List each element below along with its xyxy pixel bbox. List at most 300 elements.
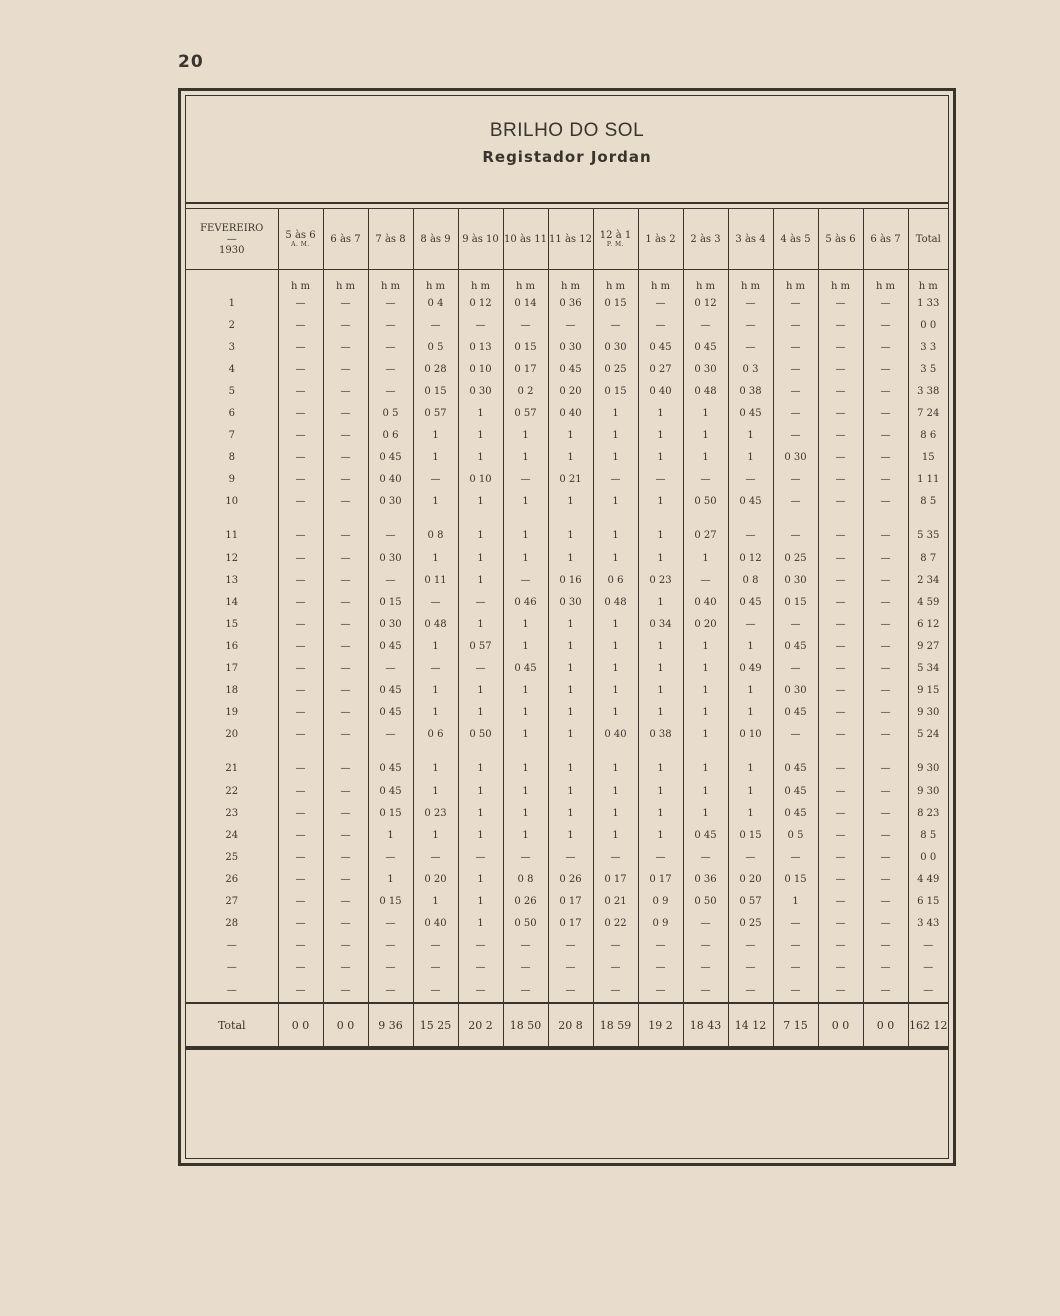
table-cell: 1 (548, 680, 593, 702)
table-cell: — (863, 380, 908, 402)
table-cell: 0 12 (458, 292, 503, 314)
table-cell: — (773, 314, 818, 336)
table-cell: 0 21 (593, 890, 638, 912)
day-label: 12 (225, 552, 239, 564)
table-cell: 0 6 (593, 569, 638, 591)
table-cell: 1 (503, 635, 548, 657)
table-cell: — (773, 957, 818, 979)
table-cell: 0 50 (683, 491, 728, 513)
table-cell: — (278, 425, 323, 447)
table-cell: — (728, 336, 773, 358)
column-header-period: P. M. (606, 241, 625, 248)
table-cell: 1 (413, 890, 458, 912)
table-cell: 1 (503, 491, 548, 513)
table-cell: 1 (593, 402, 638, 424)
table-cell: 1 (638, 658, 683, 680)
table-cell: 0 8 (728, 569, 773, 591)
table-cell: 1 (458, 613, 503, 635)
day-label: 19 (225, 707, 239, 719)
table-cell: — (818, 402, 863, 424)
spacer-cell (638, 746, 683, 758)
total-label: Total (186, 1003, 278, 1047)
table-cell: — (818, 890, 863, 912)
table-cell: 6 12 (908, 613, 948, 635)
table-cell: — (413, 591, 458, 613)
table-cell: — (323, 913, 368, 935)
table-cell: — (278, 979, 323, 1003)
day-label: 7 (228, 430, 235, 442)
column-header (458, 209, 503, 270)
table-cell: 1 (638, 402, 683, 424)
total-cell: 0 0 (323, 1003, 368, 1047)
table-cell: — (818, 547, 863, 569)
table-cell: — (863, 658, 908, 680)
table-cell: — (863, 957, 908, 979)
table-row (186, 525, 948, 547)
unit-label-cell: h m (368, 270, 413, 293)
table-cell: 0 46 (503, 591, 548, 613)
day-label: 9 (228, 474, 235, 486)
table-cell: — (773, 380, 818, 402)
total-cell: 18 50 (503, 1003, 548, 1047)
table-cell: 1 (728, 702, 773, 724)
table-cell: — (323, 402, 368, 424)
table-cell: 0 9 (638, 913, 683, 935)
column-header (773, 209, 818, 270)
table-cell: 1 (683, 758, 728, 780)
column-header-label: Total (915, 233, 941, 245)
units-empty-cell (186, 270, 278, 293)
table-cell: 0 57 (458, 635, 503, 657)
table-row (186, 292, 948, 314)
table-cell: 0 45 (773, 635, 818, 657)
table-cell: 0 45 (368, 758, 413, 780)
total-cell: 9 36 (368, 1003, 413, 1047)
table-cell: 0 26 (503, 890, 548, 912)
table-row (186, 314, 948, 336)
spacer-cell (773, 746, 818, 758)
table-cell: 1 (683, 802, 728, 824)
table-cell: — (863, 758, 908, 780)
spacer-cell (278, 513, 323, 525)
table-cell: — (323, 979, 368, 1003)
table-cell: — (503, 314, 548, 336)
table-cell: — (548, 935, 593, 957)
table-cell: — (368, 979, 413, 1003)
table-cell: 1 (548, 758, 593, 780)
table-row (186, 613, 948, 635)
table-cell: 1 (548, 658, 593, 680)
table-cell: — (323, 425, 368, 447)
table-cell: — (818, 525, 863, 547)
table-cell: — (863, 935, 908, 957)
table-cell: — (278, 780, 323, 802)
table-cell: 0 30 (368, 547, 413, 569)
table-cell: — (683, 569, 728, 591)
table-cell: — (323, 469, 368, 491)
table-cell: 0 45 (773, 780, 818, 802)
table-cell: — (278, 292, 323, 314)
table-cell: — (863, 525, 908, 547)
table-row (186, 802, 948, 824)
spacer-cell (186, 746, 278, 758)
table-cell: — (503, 569, 548, 591)
table-cell: 0 45 (503, 658, 548, 680)
table-cell: 1 (548, 525, 593, 547)
column-header (278, 209, 323, 270)
table-cell: 1 (503, 447, 548, 469)
table-frame (178, 88, 956, 1166)
table-cell: 1 (593, 425, 638, 447)
column-header-label: 11 às 12 (549, 233, 592, 245)
page-subtitle: Registador Jordan (482, 148, 652, 166)
table-cell: 0 15 (368, 591, 413, 613)
column-header (683, 209, 728, 270)
table-cell: 0 45 (638, 336, 683, 358)
table-row (186, 913, 948, 935)
table-cell: 1 (638, 635, 683, 657)
table-cell: 1 (413, 425, 458, 447)
table-cell: 0 45 (773, 802, 818, 824)
table-cell: — (278, 890, 323, 912)
table-cell: — (728, 979, 773, 1003)
table-cell: 1 (683, 547, 728, 569)
spacer-cell (818, 513, 863, 525)
table-cell: 0 50 (503, 913, 548, 935)
day-label: 25 (225, 851, 239, 863)
table-cell: 0 9 (638, 890, 683, 912)
table-cell: — (818, 380, 863, 402)
column-header (908, 209, 948, 270)
table-cell: — (278, 613, 323, 635)
spacer-cell (368, 513, 413, 525)
table-cell: 1 (503, 758, 548, 780)
table-cell: — (683, 957, 728, 979)
table-cell: 1 (413, 824, 458, 846)
table-cell: 1 (368, 824, 413, 846)
table-cell: 0 20 (728, 868, 773, 890)
spacer-cell (908, 513, 948, 525)
table-cell: 0 25 (773, 547, 818, 569)
table-cell: — (818, 846, 863, 868)
table-cell: — (503, 846, 548, 868)
table-cell: — (413, 314, 458, 336)
table-cell: — (818, 469, 863, 491)
total-cell: 19 2 (638, 1003, 683, 1047)
table-cell: 1 (593, 613, 638, 635)
month-dash: — (226, 233, 237, 245)
table-cell: — (278, 525, 323, 547)
table-cell: — (818, 358, 863, 380)
table-cell: 1 (503, 802, 548, 824)
table-cell: 0 23 (413, 802, 458, 824)
table-cell: — (773, 613, 818, 635)
table-cell: — (458, 935, 503, 957)
column-header-label: 7 às 8 (375, 233, 406, 245)
table-cell: — (278, 314, 323, 336)
table-cell: 0 15 (728, 824, 773, 846)
table-cell: 1 (458, 491, 503, 513)
column-header (548, 209, 593, 270)
table-row (186, 979, 948, 1003)
table-cell: 1 (683, 680, 728, 702)
table-cell: — (818, 447, 863, 469)
table-cell: — (773, 913, 818, 935)
day-label: 18 (225, 685, 239, 697)
table-cell: — (413, 957, 458, 979)
table-cell: — (458, 591, 503, 613)
day-label: 8 (228, 452, 235, 464)
spacer-cell (323, 746, 368, 758)
table-cell: — (368, 658, 413, 680)
day-label: 11 (225, 530, 239, 542)
table-cell: 0 30 (773, 569, 818, 591)
column-header-label: 3 às 4 (735, 233, 766, 245)
table-cell: 0 17 (503, 358, 548, 380)
table-cell: 0 30 (368, 491, 413, 513)
table-cell: 0 48 (413, 613, 458, 635)
table-cell: — (323, 569, 368, 591)
table-cell: — (818, 913, 863, 935)
table-cell: 1 (458, 780, 503, 802)
table-cell: — (323, 824, 368, 846)
table-cell: — (593, 935, 638, 957)
table-cell: — (818, 425, 863, 447)
table-row (186, 935, 948, 957)
spacer-cell (863, 746, 908, 758)
table-cell: 1 (593, 635, 638, 657)
table-cell: 1 (458, 913, 503, 935)
table-cell: — (863, 846, 908, 868)
table-row (186, 402, 948, 424)
table-cell: — (863, 890, 908, 912)
table-cell: 0 20 (548, 380, 593, 402)
table-cell: — (278, 846, 323, 868)
table-cell: — (818, 658, 863, 680)
table-cell: 1 (458, 702, 503, 724)
table-row (186, 658, 948, 680)
spacer-row (186, 513, 948, 525)
table-cell: — (323, 846, 368, 868)
table-cell: — (278, 680, 323, 702)
table-cell: — (863, 613, 908, 635)
table-cell: — (323, 635, 368, 657)
table-cell: — (593, 957, 638, 979)
column-header-row (186, 209, 948, 270)
table-cell: — (863, 358, 908, 380)
spacer-cell (773, 513, 818, 525)
column-header (413, 209, 458, 270)
table-cell: 1 (548, 425, 593, 447)
table-cell: 1 (413, 758, 458, 780)
spacer-cell (548, 746, 593, 758)
table-cell: — (863, 402, 908, 424)
table-row (186, 491, 948, 513)
column-header-label: 1 às 2 (645, 233, 676, 245)
table-cell: 8 5 (908, 824, 948, 846)
table-cell: — (773, 292, 818, 314)
table-cell: — (278, 447, 323, 469)
table-cell: 0 45 (548, 358, 593, 380)
table-cell: — (818, 935, 863, 957)
table-cell: 4 59 (908, 591, 948, 613)
table-cell: 1 (683, 402, 728, 424)
day-label: — (226, 984, 237, 996)
table-cell: 1 (773, 890, 818, 912)
table-cell: 9 30 (908, 758, 948, 780)
table-row (186, 358, 948, 380)
table-cell: — (728, 525, 773, 547)
table-cell: — (323, 780, 368, 802)
table-cell: — (503, 935, 548, 957)
table-cell: 0 15 (773, 868, 818, 890)
table-row (186, 724, 948, 746)
table-cell: 1 (683, 658, 728, 680)
column-header-label: 6 às 7 (330, 233, 361, 245)
table-cell: — (323, 724, 368, 746)
table-row (186, 957, 948, 979)
table-cell: 0 40 (638, 380, 683, 402)
table-cell: — (818, 314, 863, 336)
spacer-cell (503, 513, 548, 525)
table-cell: 3 5 (908, 358, 948, 380)
table-cell: — (278, 469, 323, 491)
table-cell: 6 15 (908, 890, 948, 912)
table-cell: — (908, 957, 948, 979)
table-cell: 0 3 (728, 358, 773, 380)
table-cell: 1 (593, 525, 638, 547)
unit-label-cell: h m (278, 270, 323, 293)
table-inner-frame (185, 95, 949, 1159)
table-cell: 1 (593, 758, 638, 780)
unit-label-cell: h m (728, 270, 773, 293)
table-cell: 0 45 (728, 402, 773, 424)
table-cell: 0 45 (683, 336, 728, 358)
spacer-cell (278, 746, 323, 758)
table-cell: — (278, 591, 323, 613)
table-cell: 1 (728, 680, 773, 702)
table-cell: — (458, 658, 503, 680)
table-cell: 0 40 (413, 913, 458, 935)
spacer-cell (548, 513, 593, 525)
table-cell: 0 22 (593, 913, 638, 935)
day-label: 2 (228, 319, 235, 331)
table-row (186, 890, 948, 912)
table-cell: 5 34 (908, 658, 948, 680)
table-cell: 1 (593, 680, 638, 702)
table-cell: — (863, 913, 908, 935)
table-cell: 0 50 (683, 890, 728, 912)
table-cell: 0 21 (548, 469, 593, 491)
table-cell: 9 30 (908, 780, 948, 802)
day-label: 5 (228, 385, 235, 397)
table-cell: — (278, 913, 323, 935)
table-cell: 0 57 (728, 890, 773, 912)
table-cell: — (278, 635, 323, 657)
column-header (863, 209, 908, 270)
table-cell: — (773, 336, 818, 358)
table-cell: 1 (548, 613, 593, 635)
table-cell: — (323, 890, 368, 912)
table-cell: 0 4 (413, 292, 458, 314)
table-cell: 0 34 (638, 613, 683, 635)
table-cell: 1 (458, 402, 503, 424)
table-cell: 0 45 (728, 591, 773, 613)
day-label: 14 (225, 596, 239, 608)
table-cell: — (773, 525, 818, 547)
table-cell: — (323, 680, 368, 702)
table-cell: 0 45 (773, 702, 818, 724)
table-cell: 8 7 (908, 547, 948, 569)
table-cell: 1 (728, 425, 773, 447)
table-cell: — (323, 591, 368, 613)
total-cell: 15 25 (413, 1003, 458, 1047)
spacer-cell (413, 746, 458, 758)
table-cell: — (863, 292, 908, 314)
table-cell: 1 (638, 802, 683, 824)
table-cell: — (818, 802, 863, 824)
table-cell: — (323, 802, 368, 824)
table-cell: — (278, 957, 323, 979)
table-cell: 1 (638, 702, 683, 724)
table-cell: — (323, 336, 368, 358)
table-cell: 1 (638, 491, 683, 513)
table-cell: 0 17 (638, 868, 683, 890)
table-cell: 0 48 (593, 591, 638, 613)
table-cell: 1 (638, 591, 683, 613)
spacer-cell (818, 746, 863, 758)
table-cell: 0 8 (503, 868, 548, 890)
day-label: 22 (225, 785, 239, 797)
table-cell: 5 35 (908, 525, 948, 547)
table-cell: 1 (368, 868, 413, 890)
table-cell: 0 8 (413, 525, 458, 547)
table-cell: — (863, 314, 908, 336)
table-cell: 1 (593, 702, 638, 724)
table-cell: 0 17 (593, 868, 638, 890)
table-cell: — (278, 569, 323, 591)
table-cell: 1 (413, 491, 458, 513)
table-cell: 1 (548, 447, 593, 469)
table-cell: 3 43 (908, 913, 948, 935)
table-cell: — (818, 758, 863, 780)
table-cell: 1 (503, 702, 548, 724)
table-row (186, 846, 948, 868)
table-cell: 0 15 (503, 336, 548, 358)
table-cell: — (638, 935, 683, 957)
table-cell: 0 25 (728, 913, 773, 935)
unit-label-cell: h m (908, 270, 948, 293)
table-cell: — (728, 957, 773, 979)
table-cell: — (413, 658, 458, 680)
column-header-period: A. M. (291, 241, 310, 248)
table-cell: — (863, 469, 908, 491)
table-cell: — (683, 913, 728, 935)
table-cell: 1 33 (908, 292, 948, 314)
table-cell: — (593, 846, 638, 868)
notes-box (186, 1048, 948, 1158)
table-cell: 0 40 (368, 469, 413, 491)
table-cell: 1 (728, 802, 773, 824)
table-cell: — (863, 591, 908, 613)
table-cell: 0 30 (773, 447, 818, 469)
table-cell: — (773, 402, 818, 424)
table-cell: — (278, 868, 323, 890)
table-cell: 1 (548, 802, 593, 824)
table-cell: — (368, 957, 413, 979)
table-cell: — (818, 591, 863, 613)
table-cell: 1 (458, 569, 503, 591)
